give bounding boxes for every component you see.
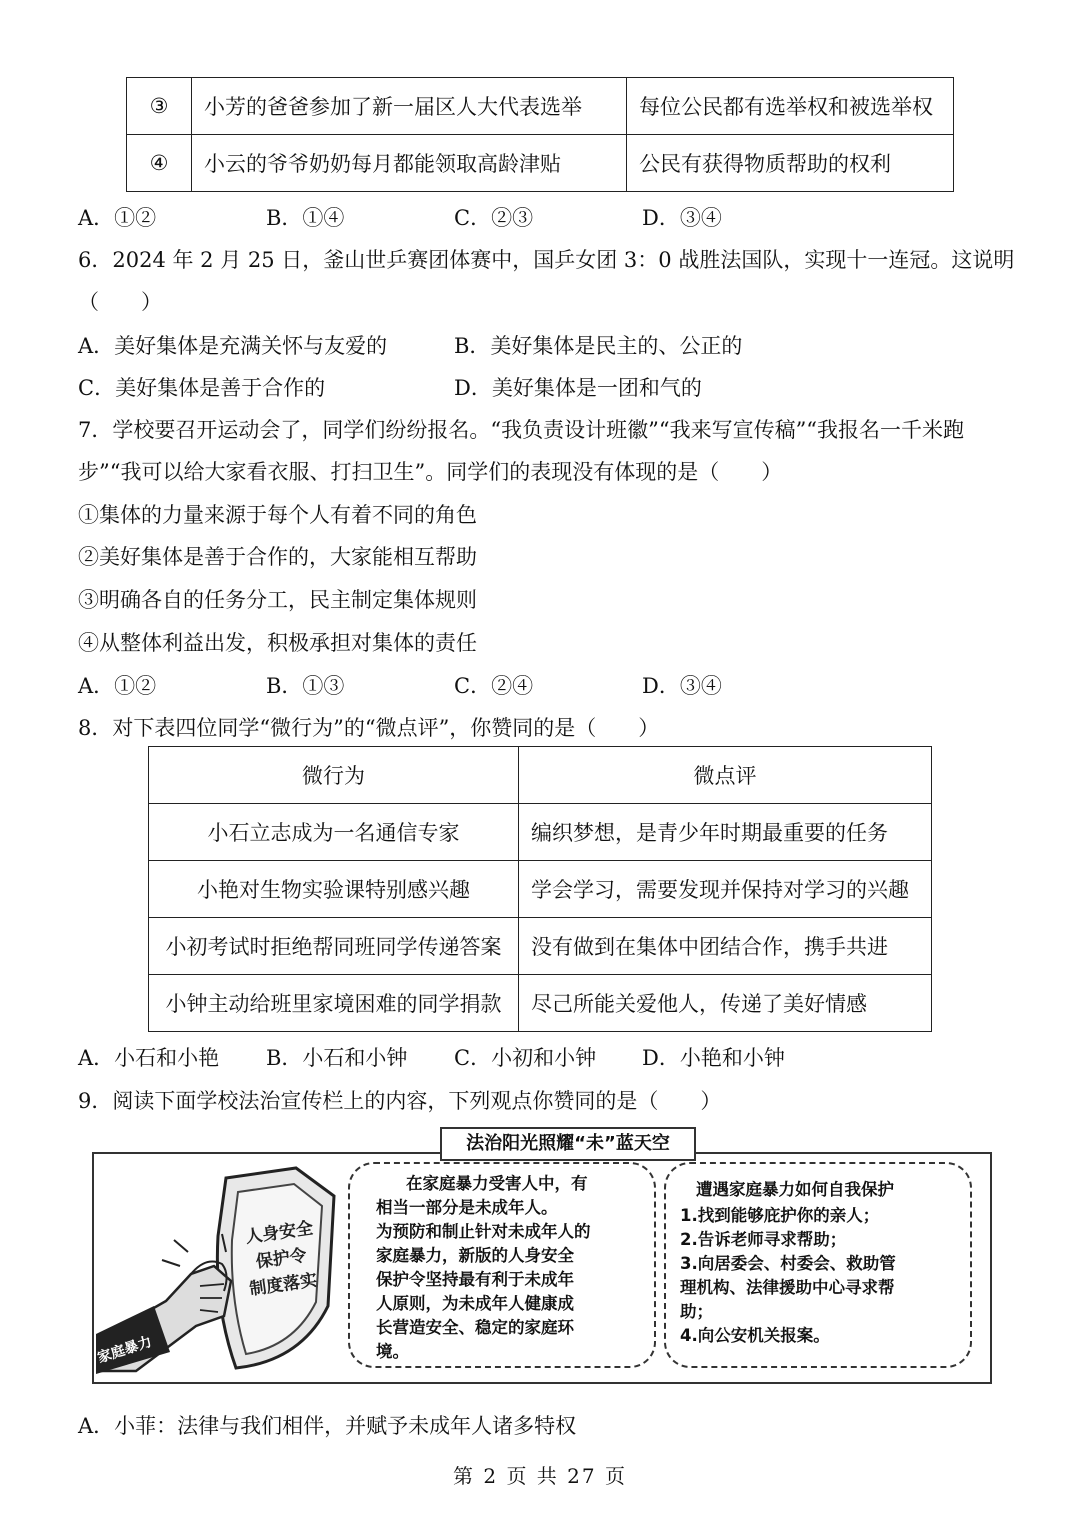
q7-option-c: C．②④ [454, 674, 534, 698]
right-line: 3.向居委会、村委会、救助管 [680, 1254, 896, 1273]
middle-line: 长营造安全、稳定的家庭环 [376, 1318, 574, 1337]
column-header: 微行为 [149, 747, 519, 804]
info-bubble-right [664, 1162, 972, 1368]
q7-statement-3: ③明确各自的任务分工，民主制定集体规则 [78, 588, 477, 612]
table-row [149, 918, 932, 975]
table-row [127, 78, 954, 135]
shield-fist-illustration [96, 1156, 340, 1376]
top-table [126, 77, 954, 192]
q8-option-d: D．小艳和小钟 [642, 1046, 785, 1070]
q7-stem-line2: 步”“我可以给大家看衣服、打扫卫生”。同学们的表现没有体现的是（ ） [78, 460, 783, 484]
middle-line: 家庭暴力，新版的人身安全 [376, 1246, 574, 1265]
comment-cell: 编织梦想，是青少年时期最重要的任务 [519, 804, 932, 861]
comment-cell: 尽己所能关爱他人，传递了美好情感 [519, 975, 932, 1032]
event-cell: 小芳的爸爸参加了新一届区人大代表选举 [192, 78, 627, 135]
q5-option-b: B．①④ [266, 206, 345, 230]
middle-line: 人原则，为未成年人健康成 [376, 1294, 574, 1313]
shield-text-line2: 保护令 [254, 1245, 308, 1273]
behavior-cell: 小石立志成为一名通信专家 [149, 804, 519, 861]
shield-text-line1: 人身安全 [244, 1218, 315, 1248]
q6-stem-line1: 6．2024 年 2 月 25 日，釜山世乒赛团体赛中，国乒女团 3：0 战胜法国队，实现十一连冠。这说明 [78, 248, 1015, 272]
q7-stem-line1: 7．学校要召开运动会了，同学们纷纷报名。“我负责设计班徽”“我来写宣传稿”“我报名一千米跑 [78, 418, 965, 442]
table-row [149, 975, 932, 1032]
info-bubble-middle [348, 1162, 656, 1368]
behavior-cell: 小初考试时拒绝帮同班同学传递答案 [149, 918, 519, 975]
q6-option-b: B．美好集体是民主的、公正的 [454, 334, 743, 358]
right-line: 理机构、法律援助中心寻求帮 [680, 1278, 895, 1297]
q8-stem: 8．对下表四位同学“微行为”的“微点评”，你赞同的是（ ） [78, 716, 660, 740]
q5-option-c: C．②③ [454, 206, 534, 230]
comment-cell: 学会学习，需要发现并保持对学习的兴趣 [519, 861, 932, 918]
middle-line: 境。 [376, 1342, 409, 1361]
q9-option-a: A．小菲：法律与我们相伴，并赋予未成年人诸多特权 [78, 1414, 577, 1438]
q7-statement-1: ①集体的力量来源于每个人有着不同的角色 [78, 503, 477, 527]
right-line: 助； [680, 1302, 713, 1321]
behavior-cell: 小钟主动给班里家境困难的同学捐款 [149, 975, 519, 1032]
right-title: 遭遇家庭暴力如何自我保护 [696, 1180, 894, 1199]
table-row [127, 135, 954, 192]
q9-stem: 9．阅读下面学校法治宣传栏上的内容，下列观点你赞同的是（ ） [78, 1089, 722, 1113]
q5-option-a: A．①② [78, 206, 157, 230]
q5-option-d: D．③④ [642, 206, 722, 230]
middle-line: 保护令坚持最有利于未成年 [376, 1270, 574, 1289]
poster-title: 法治阳光照耀“未”蓝天空 [440, 1127, 696, 1161]
behavior-cell: 小艳对生物实验课特别感兴趣 [149, 861, 519, 918]
q6-option-c: C．美好集体是善于合作的 [78, 376, 326, 400]
event-cell: 小云的爷爷奶奶每月都能领取高龄津贴 [192, 135, 627, 192]
table-header-row [149, 747, 932, 804]
q6-option-d: D．美好集体是一团和气的 [454, 376, 702, 400]
middle-line: 相当一部分是未成年人。 [376, 1198, 558, 1217]
middle-line: 为预防和制止针对未成年人的 [376, 1222, 591, 1241]
middle-line: 在家庭暴力受害人中，有 [406, 1174, 588, 1193]
right-line: 1.找到能够庇护你的亲人； [680, 1206, 880, 1225]
q7-statement-4: ④从整体利益出发，积极承担对集体的责任 [78, 631, 477, 655]
q7-option-a: A．①② [78, 674, 157, 698]
table-row [149, 861, 932, 918]
arm-label: 家庭暴力 [96, 1333, 154, 1367]
row-number: ④ [127, 135, 192, 192]
q7-option-b: B．①③ [266, 674, 345, 698]
q7-option-d: D．③④ [642, 674, 722, 698]
q8-option-c: C．小初和小钟 [454, 1046, 597, 1070]
q8-option-b: B．小石和小钟 [266, 1046, 408, 1070]
q8-option-a: A．小石和小艳 [78, 1046, 220, 1070]
q6-option-a: A．美好集体是充满关怀与友爱的 [78, 334, 388, 358]
comment-cell: 没有做到在集体中团结合作，携手共进 [519, 918, 932, 975]
page-footer: 第 2 页 共 27 页 [453, 1464, 627, 1488]
right-line: 4.向公安机关报案。 [680, 1326, 830, 1345]
point-cell: 每位公民都有选举权和被选举权 [627, 78, 954, 135]
q6-stem-line2: （ ） [78, 290, 162, 314]
q8-table [148, 746, 932, 1032]
row-number: ③ [127, 78, 192, 135]
point-cell: 公民有获得物质帮助的权利 [627, 135, 954, 192]
q7-statement-2: ②美好集体是善于合作的，大家能相互帮助 [78, 545, 477, 569]
table-row [149, 804, 932, 861]
right-line: 2.告诉老师寻求帮助； [680, 1230, 847, 1249]
column-header: 微点评 [519, 747, 932, 804]
shield-text-line3: 制度落实 [248, 1270, 319, 1300]
